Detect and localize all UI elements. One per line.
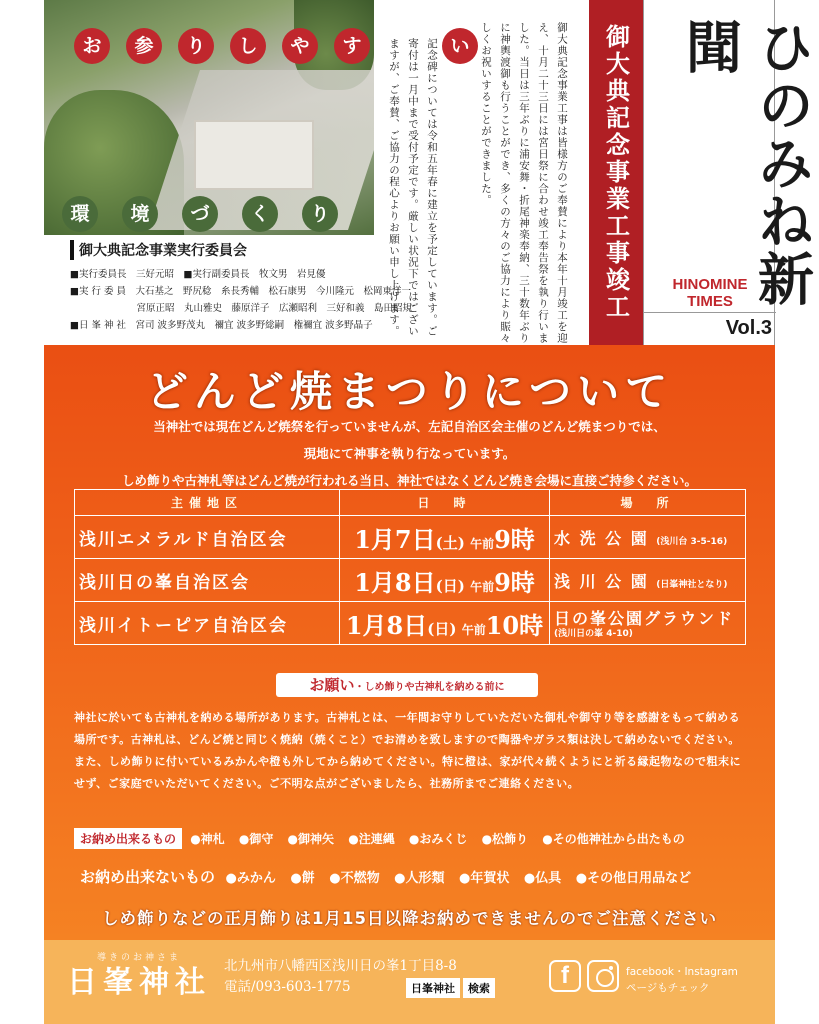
rejected-items-label: お納め出来ないもの	[80, 868, 216, 886]
accepted-item: ●おみくじ	[408, 832, 468, 846]
dondo-intro: 当神社では現在どんど焼祭を行っていませんが、左記自治区会主催のどんど焼まつりでは、 現地にて神事を執り行なっています。 しめ飾りや古神札等はどんど焼が行われる当日、神社ではなくどんど焼き会場に直接ご持参ください。	[121, 419, 697, 488]
search-term: 日峯神社	[406, 978, 460, 998]
committee-row: ■日 峯 神 社 宮司 波多野茂丸 禰宜 波多野総嗣 権禰宜 波多野晶子	[70, 320, 373, 331]
deadline-warning: しめ飾りなどの正月飾りは1月15日以降お納めできませんのでご注意ください	[102, 909, 717, 928]
committee-row: ■実行委員長 三好元昭 ■実行副委員長 牧文男 岩見優	[70, 269, 326, 280]
newsletter-page	[44, 0, 815, 1024]
event-datetime: 1月8日(日) 午前10時	[340, 602, 550, 645]
rejected-item: ●年賀状	[459, 871, 510, 886]
column-header: 主催地区	[75, 490, 340, 516]
photo-caption-char: り	[302, 196, 338, 232]
photo-caption-char: 環	[62, 196, 98, 232]
event-place: 日の峯公園グラウンド (浅川日の峯 4-10)	[550, 602, 746, 645]
rejected-item: ●その他日用品など	[575, 871, 692, 886]
shrine-contact	[224, 956, 544, 998]
rejected-item: ●人形類	[394, 871, 445, 886]
table-row	[75, 559, 746, 602]
shrine-aerial-photo	[44, 0, 374, 235]
shrine-phone: 電話/093-603-1775	[224, 979, 351, 995]
committee-title: 御大典記念事業実行委員会	[70, 240, 490, 260]
photo-caption-char: す	[334, 28, 370, 64]
accepted-item: ●その他神社から出たもの	[542, 832, 685, 846]
rejected-item: ●餅	[290, 871, 315, 886]
committee-row: 宮原正昭 丸山雅史 藤原洋子 広瀬昭利 三好和義 島田昭規	[70, 303, 413, 314]
event-place: 浅 川 公 園 (日峯神社となり)	[550, 559, 746, 602]
sns-caption: facebook・Instagram ページもチェック	[626, 966, 738, 994]
search-box	[406, 978, 495, 998]
table-row	[75, 516, 746, 559]
rejected-item: ●不燃物	[329, 871, 380, 886]
photo-caption-char: づ	[182, 196, 218, 232]
shrine-address: 北九州市八幡西区浅川日の峯1丁目8-8	[224, 958, 457, 974]
table-row	[75, 602, 746, 645]
event-place: 水 洗 公 園 (浅川台 3-5-16)	[550, 516, 746, 559]
rejected-item: ●仏具	[523, 871, 562, 886]
column-header: 日 時	[340, 490, 550, 516]
photo-caption-char: お	[74, 28, 110, 64]
photo-caption-char: し	[230, 28, 266, 64]
memorial-notice-text: 記念碑については令和五年春に建立を予定しています。ご寄付は一月中まで受付予定です。厳しい状況下ではございますが、ご奉賛、ご協力の程心よりお願い申し上げます。	[388, 38, 438, 337]
request-body-text: 神社に於いても古神札を納める場所があります。古神札とは、一年間お守りしていただいた御札や御守り等を感謝をもって納める場所です。古神札は、どんど焼と同じく焼納（焼くこと）でお清めを致しますので陶器やガラス類は決して納めないでください。また、しめ飾りに付いているみかんや橙も外してから納めてください。特に橙は、家が代々続くようにと祈る縁起物なので粗末にせず、ご家庭でいただいてください。ご不明な点がございましたら、社務所までご連絡ください。	[74, 711, 741, 790]
photo-caption-char: や	[282, 28, 318, 64]
accepted-item: ●注連縄	[348, 832, 395, 846]
sns-icons	[549, 960, 619, 992]
host-area: 浅川エメラルド自治区会	[75, 516, 340, 559]
feature-body-text: 御大典記念事業工事は皆様方のご奉賛により本年十月竣工を迎え、十月二十三日には宮日祭に合わせ竣工奉告祭を執り行いました。当日は三年ぶりに浦安舞・折尾神楽奉納、三十数年ぶりに神輿渡御も行うことができ、多くの方々のご協力により賑々しくお祝いすることができました。	[480, 22, 568, 344]
accepted-items-row	[74, 828, 764, 849]
column-header: 場 所	[550, 490, 746, 516]
photo-caption-char: く	[242, 196, 278, 232]
dondo-schedule-table	[74, 489, 746, 645]
dondo-headline: どんど焼まつりについて	[145, 367, 674, 416]
accepted-item: ●神札	[190, 832, 225, 846]
accepted-item: ●御守	[238, 832, 274, 846]
rejected-item: ●みかん	[225, 871, 276, 886]
volume-number: Vol.3	[725, 317, 772, 339]
host-area: 浅川イトーピア自治区会	[75, 602, 340, 645]
footer	[44, 940, 775, 1024]
search-button: 検索	[463, 978, 495, 998]
accepted-items-label: お納め出来るもの	[74, 828, 182, 849]
accepted-item: ●松飾り	[481, 832, 529, 846]
photo-caption-char: り	[178, 28, 214, 64]
event-datetime: 1月7日(土) 午前9時	[340, 516, 550, 559]
accepted-item: ●御神矢	[287, 832, 335, 846]
newsletter-title-en: HINOMINE TIMES	[672, 276, 748, 310]
rejected-items-row	[80, 866, 770, 887]
photo-caption-char: 参	[126, 28, 162, 64]
instagram-icon	[587, 960, 619, 992]
host-area: 浅川日の峯自治区会	[75, 559, 340, 602]
photo-caption-char: い	[442, 28, 478, 64]
feature-headline: 御大典記念事業工事竣工	[589, 0, 643, 345]
shrine-logo: 導きのお神さま 日峯神社	[67, 953, 211, 1000]
event-datetime: 1月8日(日) 午前9時	[340, 559, 550, 602]
dondo-section	[44, 345, 775, 940]
photo-caption-char: 境	[122, 196, 158, 232]
masthead	[643, 0, 815, 345]
committee-row: ■実 行 委 員 大石基之 野尻稔 糸長秀輔 松石康男 今川隆元 松岡東洋一	[70, 286, 412, 297]
request-badge: お願い・しめ飾りや古神札を納める前に	[276, 673, 538, 697]
facebook-icon: f	[549, 960, 581, 992]
newsletter-title: ひのみね新聞	[677, 18, 815, 308]
